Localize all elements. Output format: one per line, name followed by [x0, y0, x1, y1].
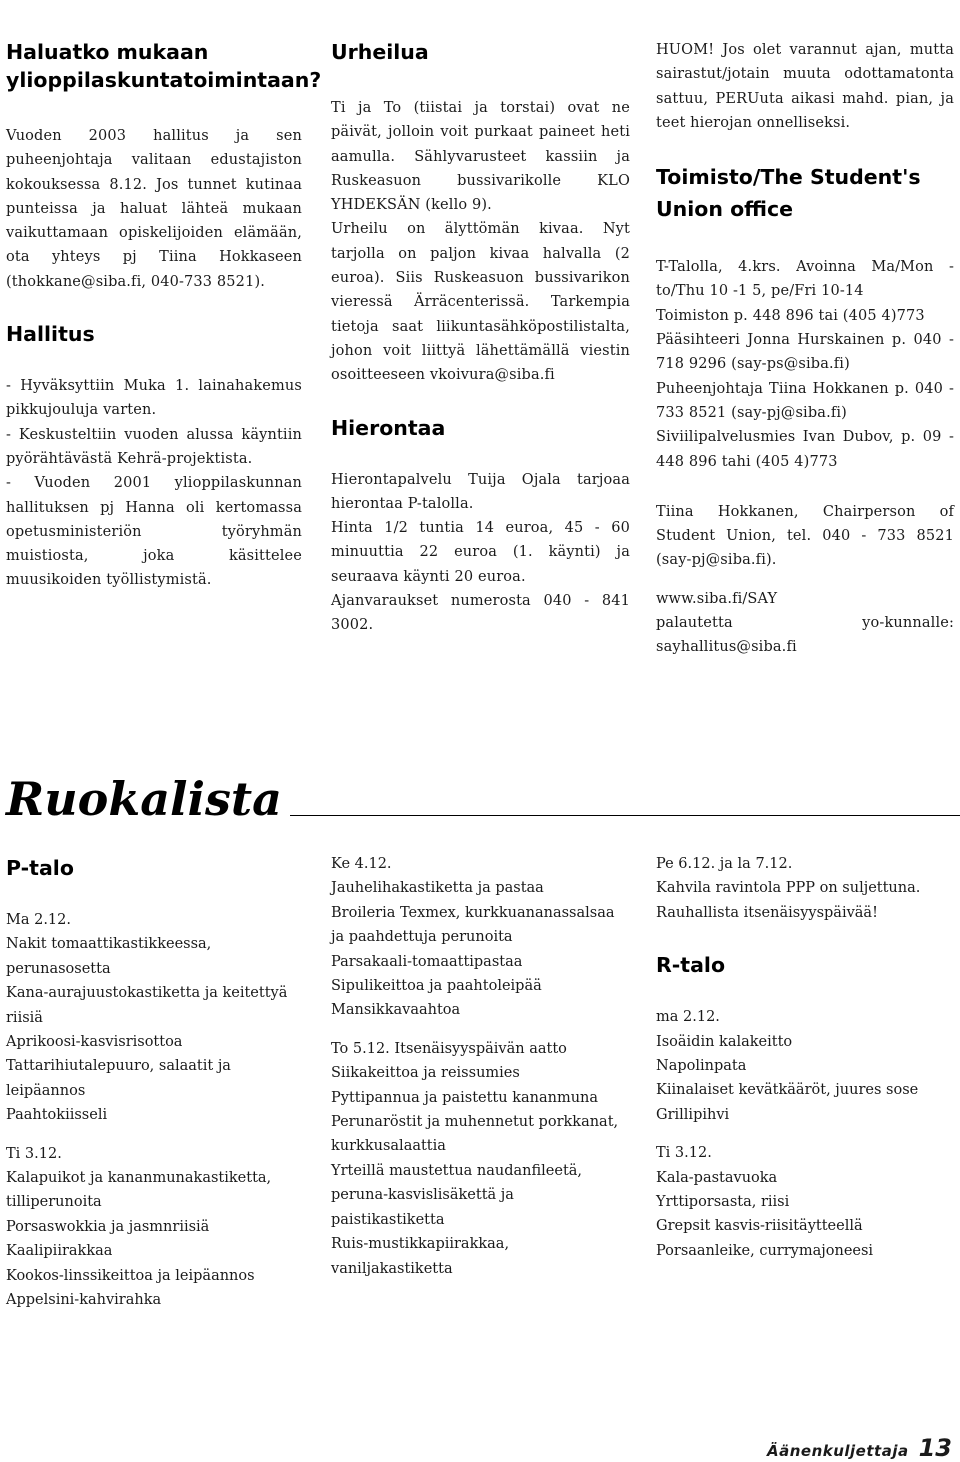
menu-item: Ruis-mustikkapiirakkaa, vaniljakastiketta	[331, 1236, 510, 1277]
menu-item: Parsakaali-tomaattipastaa	[331, 953, 523, 970]
heading-hierontaa: Hierontaa	[331, 415, 446, 440]
menu-item: Paahtokiisseli	[6, 1107, 108, 1124]
menu-item: Kala-pastavuoka	[656, 1169, 778, 1186]
menu-day-items	[656, 1166, 954, 1264]
menu-item: Kaalipiirakkaa	[6, 1243, 113, 1260]
urheilu-paragraph-2: Urheilu on älyttömän kivaa. Nyt tarjolla on paljon kivaa halvalla (2 euroa). Siis Ruskeasuon bussivarikon vieressä Ärräcenterissä. Tarkempia tietoja saat liikuntasähköpostilistalta, johon voit liittyä lähettämällä viestin osoitteeseen vkoivura@siba.fi	[331, 221, 630, 384]
menu-item: Pyttipannua ja paistettu kananmuna	[331, 1089, 599, 1106]
urheilu-paragraph-1: Ti ja To (tiistai ja torstai) ovat ne päivät, jolloin voit purkaat paineet heti aamulla. Sählyvarusteet kassiin ja Ruskeasuon bussivarikolle KLO YHDEKSÄN (kello 9).	[331, 100, 630, 214]
hallitus-item-1: - Hyväksyttiin Muka 1. lainahakemus pikkujouluja varten.	[6, 378, 302, 419]
ruokalista-header	[6, 768, 960, 824]
contact-chair: Puheenjohtaja Tiina Hokkanen p. 040 - 733 8521 (say-pj@siba.fi)	[656, 380, 954, 421]
office-hours: T-Talolla, 4.krs. Avoinna Ma/Mon - to/Thu 10 -1 5, pe/Fri 10-14	[656, 259, 954, 300]
menu-item: Jauhelihakastiketta ja pastaa	[331, 880, 544, 897]
magazine-name: Äänenkuljettaja	[766, 1442, 909, 1460]
ruokalista-title: Ruokalista	[6, 772, 282, 826]
heading-join: Haluatko mukaan ylioppilaskuntatoimintaan?	[6, 40, 322, 92]
heading-r-talo: R-talo	[656, 953, 726, 978]
menu-item: Rauhallista itsenäisyyspäivää!	[656, 904, 878, 921]
website-link[interactable]: www.siba.fi/SAY	[656, 590, 778, 607]
office-phone: Toimiston p. 448 896 tai (405 4)773	[656, 307, 925, 324]
menu-item: Perunaröstit ja muhennetut porkkanat, kurkkusalaattia	[331, 1114, 619, 1155]
huom-paragraph: HUOM! Jos olet varannut ajan, mutta sairastut/jotain muuta odottamatonta sattuu, PERUuta aikasi mahd. pian, ja teet hierojan onnelliseksi.	[656, 42, 954, 131]
page-footer	[767, 1434, 952, 1462]
menu-item: Sipulikeittoa ja paahtoleipää	[331, 978, 542, 995]
contact-secretary: Pääsihteeri Jonna Hurskainen p. 040 - 718 9296 (say-ps@siba.fi)	[656, 332, 954, 373]
menu-item: Kiinalaiset kevätkääröt, juures sose	[656, 1082, 919, 1099]
menu-day: Ti 3.12.	[656, 1145, 712, 1162]
menu-day: Pe 6.12. ja la 7.12.	[656, 856, 793, 872]
contact-civil-servant: Siviilipalvelusmies Ivan Dubov, p. 09 - 448 896 tahi (405 4)773	[656, 429, 954, 470]
hieronta-paragraph-2: Hinta 1/2 tuntia 14 euroa, 45 - 60 minuuttia 22 euroa (1. käynti) ja seuraava käynti 20 euroa.	[331, 520, 630, 585]
menu-day-items	[6, 932, 302, 1127]
heading-toimisto: Toimisto/The Student's Union office	[656, 165, 921, 222]
menu-item: Napolinpata	[656, 1058, 747, 1075]
column-toimisto	[656, 38, 954, 660]
menu-item: Appelsini-kahvirahka	[6, 1292, 162, 1309]
menu-item: Siikakeittoa ja reissumies	[331, 1065, 520, 1082]
hallitus-item-3: - Vuoden 2001 ylioppilaskunnan hallituksen pj Hanna oli kertomassa opetusministeriön työryhmän muistiosta, joka käsittelee muusikoiden työllistymistä.	[6, 475, 302, 589]
menu-day-items	[656, 876, 954, 925]
menu-item: Broileria Texmex, kurkkuananassalsaa ja paahdettuja perunoita	[331, 904, 615, 946]
menu-item: Aprikoosi-kasvisrisottoa	[6, 1034, 183, 1051]
menu-item: Kookos-linssikeittoa ja leipäannos	[6, 1267, 255, 1284]
menu-item: Isoäidin kalakeitto	[656, 1033, 793, 1050]
menu-day-items	[331, 876, 630, 1022]
menu-day: Ti 3.12.	[6, 1145, 62, 1162]
menu-day-items	[331, 1061, 630, 1281]
menu-item: Kahvila ravintola PPP on suljettuna.	[656, 880, 921, 897]
menu-day: To 5.12. Itsenäisyyspäivän aatto	[331, 1040, 567, 1057]
menu-day-items	[6, 1166, 302, 1312]
menu-item: Porsaswokkia ja jasmnriisiä	[6, 1218, 210, 1235]
menu-item: Grepsit kasvis-riisitäytteellä	[656, 1218, 863, 1235]
heading-hallitus: Hallitus	[6, 322, 95, 347]
page-number: 13	[918, 1434, 952, 1462]
menu-p-talo-column-2	[331, 852, 630, 1281]
heading-p-talo: P-talo	[6, 856, 74, 880]
menu-day-items	[656, 1030, 954, 1128]
menu-day: Ke 4.12.	[331, 856, 392, 872]
menu-item: Nakit tomaattikastikkeessa, perunasosetta	[6, 936, 212, 977]
column-hallitus	[6, 38, 322, 593]
menu-p-talo-column	[6, 852, 302, 1313]
menu-item: Yrteillä maustettua naudanfileetä, peruna-kasvislisäkettä ja paistikastiketta	[331, 1162, 583, 1228]
hieronta-paragraph-3: Ajanvaraukset numerosta 040 - 841 3002.	[331, 593, 630, 634]
menu-item: Porsaanleike, currymajoneesi	[656, 1242, 874, 1259]
column-urheilu	[331, 38, 630, 638]
menu-item: Tattarihiutalepuuro, salaatit ja leipäannos	[6, 1058, 231, 1099]
join-paragraph: Vuoden 2003 hallitus ja sen puheenjohtaja valitaan edustajiston kokouksessa 8.12. Jos tunnet kutinaa punteissa ja haluat lähteä mukaan vaikuttamaan opiskelijoiden elämään, ota yhteys pj Tiina Hokkaseen (thokkane@siba.fi, 040-733 8521).	[6, 128, 302, 290]
chair-english: Tiina Hokkanen, Chairperson of Student Union, tel. 040 - 733 8521 (say-pj@siba.fi).	[656, 503, 954, 569]
menu-item: Mansikkavaahtoa	[331, 1002, 461, 1019]
menu-item: Kana-aurajuustokastiketta ja keitettyä riisiä	[6, 985, 288, 1026]
menu-item: Yrttiporsasta, riisi	[656, 1194, 790, 1211]
ruokalista-rule	[290, 815, 960, 817]
feedback-address: palautetta yo-kunnalle: sayhallitus@siba.fi	[656, 615, 954, 656]
menu-day: Ma 2.12.	[6, 912, 71, 928]
menu-item: Grillipihvi	[656, 1106, 730, 1123]
hallitus-item-2: - Keskusteltiin vuoden alussa käyntiin pyörähtävästä Kehrä-projektista.	[6, 426, 302, 467]
menu-r-talo-column	[656, 852, 954, 1263]
heading-urheilua: Urheilua	[331, 40, 429, 64]
hieronta-paragraph-1: Hierontapalvelu Tuija Ojala tarjoaa hierontaa P-talolla.	[331, 471, 630, 512]
menu-item: Kalapuikot ja kananmunakastiketta, tilliperunoita	[6, 1170, 272, 1211]
menu-day: ma 2.12.	[656, 1009, 720, 1026]
